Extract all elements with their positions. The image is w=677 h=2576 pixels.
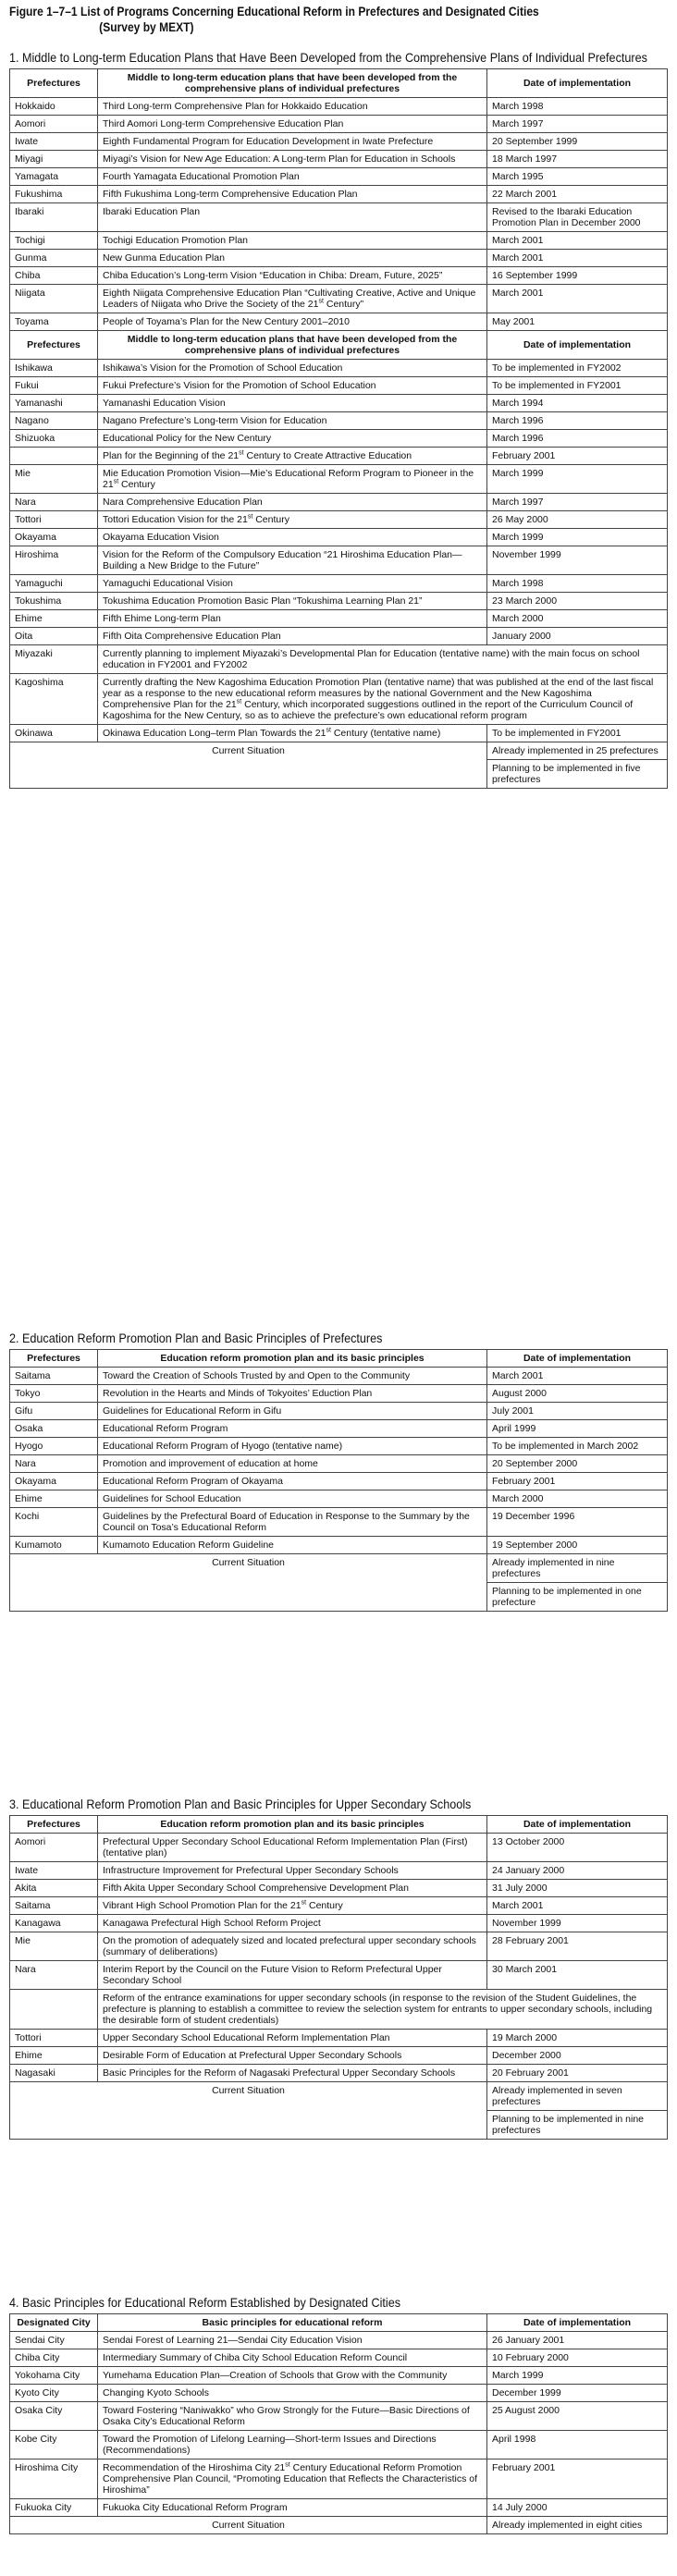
- row-label: Aomori: [10, 1834, 98, 1862]
- column-header: Education reform promotion plan and its basic principles: [98, 1816, 487, 1834]
- column-header: Date of implementation: [487, 1816, 668, 1834]
- table-row: [10, 133, 668, 151]
- row-label: Tokyo: [10, 1385, 98, 1403]
- table-row: [10, 285, 668, 313]
- row-program: Third Long-term Comprehensive Plan for Hokkaido Education: [98, 98, 487, 116]
- row-label: Okayama: [10, 529, 98, 546]
- row-program: Educational Policy for the New Century: [98, 430, 487, 448]
- column-header: Basic principles for educational reform: [98, 2314, 487, 2332]
- row-program: Third Aomori Long-term Comprehensive Education Plan: [98, 116, 487, 133]
- row-date: March 1997: [487, 116, 668, 133]
- row-date: 10 February 2000: [487, 2349, 668, 2367]
- figure-title-line2: (Survey by MEXT): [99, 19, 194, 34]
- row-date: March 1999: [487, 529, 668, 546]
- row-label: Fukuoka City: [10, 2499, 98, 2517]
- row-program: Okinawa Education Long–term Plan Towards the 21st Century (tentative name): [98, 725, 487, 742]
- row-date: Revised to the Ibaraki Education Promotion Plan in December 2000: [487, 203, 668, 232]
- column-header: Education reform promotion plan and its basic principles: [98, 1350, 487, 1368]
- row-label: Ishikawa: [10, 360, 98, 377]
- table-row: [10, 1862, 668, 1880]
- row-program: Reform of the entrance examinations for upper secondary schools (in response to the revision of the Student Guidelines, the prefecture is planning to establish a committee to review the selection system for entrants to upper secondary schools, including the desirable form of student credentials): [98, 1990, 668, 2030]
- row-date: 16 September 1999: [487, 267, 668, 285]
- column-header: Prefectures: [10, 1816, 98, 1834]
- row-label: Yamagata: [10, 168, 98, 186]
- table-row: [10, 2349, 668, 2367]
- section-table: [9, 2313, 668, 2534]
- row-program: Ishikawa’s Vision for the Promotion of School Education: [98, 360, 487, 377]
- row-program: Toward Fostering “Naniwakko” who Grow Strongly for the Future—Basic Directions of Osaka City’s Educational Reform: [98, 2402, 487, 2431]
- row-program: People of Toyama’s Plan for the New Century 2001–2010: [98, 313, 487, 331]
- row-label: Gunma: [10, 250, 98, 267]
- row-label: Mie: [10, 465, 98, 494]
- row-program: Eighth Niigata Comprehensive Education Plan “Cultivating Creative, Active and Unique Leaders of Niigata who Drive the Society of the 21st Century”: [98, 285, 487, 313]
- row-date: 19 December 1996: [487, 1508, 668, 1537]
- row-date: March 2000: [487, 610, 668, 628]
- column-header: Date of implementation: [487, 331, 668, 360]
- table-row: [10, 546, 668, 575]
- current-situation-label: Current Situation: [10, 1554, 487, 1612]
- table-row: [10, 1368, 668, 1385]
- row-label: Okayama: [10, 1473, 98, 1490]
- row-program: Interim Report by the Council on the Future Vision to Reform Prefectural Upper Secondary School: [98, 1961, 487, 1990]
- current-situation-value: Already implemented in nine prefectures: [487, 1554, 668, 1583]
- row-program: Desirable Form of Education at Prefectural Upper Secondary Schools: [98, 2047, 487, 2065]
- row-date: March 2001: [487, 250, 668, 267]
- row-label: Tottori: [10, 2030, 98, 2047]
- row-label: Chiba City: [10, 2349, 98, 2367]
- current-situation-row: [10, 742, 668, 760]
- row-label: Yamanashi: [10, 395, 98, 412]
- row-label: Sendai City: [10, 2332, 98, 2349]
- row-label: Ehime: [10, 610, 98, 628]
- table-row: [10, 1537, 668, 1554]
- row-date: 24 January 2000: [487, 1862, 668, 1880]
- row-label: Kyoto City: [10, 2385, 98, 2402]
- row-date: March 1999: [487, 2367, 668, 2385]
- table-row: [10, 360, 668, 377]
- column-header: Date of implementation: [487, 69, 668, 98]
- row-program: Yumehama Education Plan—Creation of Schools that Grow with the Community: [98, 2367, 487, 2385]
- row-label: Hiroshima City: [10, 2459, 98, 2499]
- table-row: [10, 2431, 668, 2459]
- row-date: November 1999: [487, 1915, 668, 1932]
- table-row: [10, 2047, 668, 2065]
- row-label: Osaka City: [10, 2402, 98, 2431]
- row-date: March 2001: [487, 285, 668, 313]
- section-s1: [9, 50, 677, 789]
- row-program: Vibrant High School Promotion Plan for the 21st Century: [98, 1897, 487, 1915]
- row-date: March 1994: [487, 395, 668, 412]
- row-program: Tochigi Education Promotion Plan: [98, 232, 487, 250]
- row-program: Basic Principles for the Reform of Nagasaki Prefectural Upper Secondary Schools: [98, 2065, 487, 2082]
- column-header: Date of implementation: [487, 2314, 668, 2332]
- row-date: 25 August 2000: [487, 2402, 668, 2431]
- row-program: Tottori Education Vision for the 21st Century: [98, 511, 487, 529]
- row-label: Kanagawa: [10, 1915, 98, 1932]
- row-label: Shizuoka: [10, 430, 98, 448]
- table-row: [10, 2030, 668, 2047]
- row-program: Intermediary Summary of Chiba City School Education Reform Council: [98, 2349, 487, 2367]
- row-program: Prefectural Upper Secondary School Educational Reform Implementation Plan (First) (tentative plan): [98, 1834, 487, 1862]
- table-row: [10, 1961, 668, 1990]
- column-header: Designated City: [10, 2314, 98, 2332]
- table-row: [10, 645, 668, 674]
- row-label: Toyama: [10, 313, 98, 331]
- row-label: Fukui: [10, 377, 98, 395]
- row-label: Tochigi: [10, 232, 98, 250]
- row-date: March 2001: [487, 232, 668, 250]
- row-date: March 2001: [487, 1897, 668, 1915]
- table-row: [10, 1915, 668, 1932]
- current-situation-row: [10, 1554, 668, 1583]
- table-row: [10, 232, 668, 250]
- row-program: Nagano Prefecture’s Long-term Vision for Education: [98, 412, 487, 430]
- row-date: December 2000: [487, 2047, 668, 2065]
- row-date: 20 February 2001: [487, 2065, 668, 2082]
- row-program: On the promotion of adequately sized and located prefectural upper secondary schools (summary of deliberations): [98, 1932, 487, 1961]
- table-row: [10, 2385, 668, 2402]
- row-date: To be implemented in FY2002: [487, 360, 668, 377]
- table-row: [10, 465, 668, 494]
- row-date: March 1996: [487, 430, 668, 448]
- row-label: Iwate: [10, 1862, 98, 1880]
- row-date: March 1998: [487, 575, 668, 593]
- table-row: [10, 1880, 668, 1897]
- table-row: [10, 725, 668, 742]
- row-label: Kumamoto: [10, 1537, 98, 1554]
- table-row: [10, 2459, 668, 2499]
- row-program: Fifth Ehime Long-term Plan: [98, 610, 487, 628]
- row-date: 14 July 2000: [487, 2499, 668, 2517]
- row-date: November 1999: [487, 546, 668, 575]
- table-row: [10, 1834, 668, 1862]
- row-label: Niigata: [10, 285, 98, 313]
- row-date: March 1998: [487, 98, 668, 116]
- row-program: Okayama Education Vision: [98, 529, 487, 546]
- row-label: Saitama: [10, 1368, 98, 1385]
- row-date: February 2001: [487, 2459, 668, 2499]
- header-row: [10, 2314, 668, 2332]
- column-header: Date of implementation: [487, 1350, 668, 1368]
- table-row: [10, 1490, 668, 1508]
- row-label: Ehime: [10, 2047, 98, 2065]
- row-label: Akita: [10, 1880, 98, 1897]
- row-program: Sendai Forest of Learning 21—Sendai City Education Vision: [98, 2332, 487, 2349]
- row-program: Guidelines by the Prefectural Board of Education in Response to the Summary by the Council on Tosa’s Educational Reform: [98, 1508, 487, 1537]
- table-row: [10, 1385, 668, 1403]
- table-row: [10, 494, 668, 511]
- table-row: [10, 1403, 668, 1420]
- column-header: Prefectures: [10, 69, 98, 98]
- section-table: [9, 1815, 668, 2140]
- row-program: Fukuoka City Educational Reform Program: [98, 2499, 487, 2517]
- row-date: 19 March 2000: [487, 2030, 668, 2047]
- table-row: [10, 377, 668, 395]
- table-row: [10, 1455, 668, 1473]
- table-row: [10, 674, 668, 725]
- table-row: [10, 575, 668, 593]
- row-date: 26 May 2000: [487, 511, 668, 529]
- table-row: [10, 250, 668, 267]
- row-program: Toward the Promotion of Lifelong Learning—Short-term Issues and Directions (Recommendations): [98, 2431, 487, 2459]
- row-date: 19 September 2000: [487, 1537, 668, 1554]
- row-label: Ehime: [10, 1490, 98, 1508]
- table-row: [10, 448, 668, 465]
- row-date: To be implemented in March 2002: [487, 1438, 668, 1455]
- section-table: [9, 1349, 668, 1612]
- row-program: Mie Education Promotion Vision—Mie’s Educational Reform Program to Pioneer in the 21st Century: [98, 465, 487, 494]
- row-program: Currently drafting the New Kagoshima Education Promotion Plan (tentative name) that was published at the end of the last fiscal year as a response to the new educational reform measures by the national Government and the New Kagoshima Comprehensive Plan for the 21st Century, which incorporated suggestions outlined in the report of the Curriculum Council of Kagoshima for the New Century, so as to achieve the prefecture’s own educational reform program: [98, 674, 668, 725]
- current-situation-label: Current Situation: [10, 2517, 487, 2534]
- row-date: April 1998: [487, 2431, 668, 2459]
- row-program: Revolution in the Hearts and Minds of Tokyoites’ Eduction Plan: [98, 1385, 487, 1403]
- header-row: [10, 331, 668, 360]
- row-program: Fifth Akita Upper Secondary School Comprehensive Development Plan: [98, 1880, 487, 1897]
- row-program: Infrastructure Improvement for Prefectural Upper Secondary Schools: [98, 1862, 487, 1880]
- current-situation-value: Already implemented in seven prefectures: [487, 2082, 668, 2111]
- row-program: Promotion and improvement of education at home: [98, 1455, 487, 1473]
- row-label: Hokkaido: [10, 98, 98, 116]
- table-row: [10, 1990, 668, 2030]
- section-table: [9, 68, 668, 789]
- row-date: July 2001: [487, 1403, 668, 1420]
- table-row: [10, 1508, 668, 1537]
- row-program: Fifth Fukushima Long-term Comprehensive Education Plan: [98, 186, 487, 203]
- row-label: Hyogo: [10, 1438, 98, 1455]
- table-row: [10, 168, 668, 186]
- table-row: [10, 151, 668, 168]
- section-s3: [9, 1797, 668, 2140]
- row-label: Nara: [10, 494, 98, 511]
- row-label: Miyagi: [10, 151, 98, 168]
- row-label: Nagano: [10, 412, 98, 430]
- table-row: [10, 267, 668, 285]
- row-program: Guidelines for Educational Reform in Gifu: [98, 1403, 487, 1420]
- row-label: Ibaraki: [10, 203, 98, 232]
- table-row: [10, 529, 668, 546]
- table-row: [10, 1897, 668, 1915]
- current-situation-value: Already implemented in eight cities: [487, 2517, 668, 2534]
- row-label: Iwate: [10, 133, 98, 151]
- row-label: Tokushima: [10, 593, 98, 610]
- section-title: 4. Basic Principles for Educational Reform Established by Designated Cities: [9, 2295, 401, 2310]
- row-program: Nara Comprehensive Education Plan: [98, 494, 487, 511]
- table-row: [10, 412, 668, 430]
- row-date: March 1996: [487, 412, 668, 430]
- row-program: Guidelines for School Education: [98, 1490, 487, 1508]
- header-row: [10, 1816, 668, 1834]
- row-program: Eighth Fundamental Program for Education Development in Iwate Prefecture: [98, 133, 487, 151]
- row-label: Oita: [10, 628, 98, 645]
- section-s2: [9, 1331, 668, 1612]
- row-program: New Gunma Education Plan: [98, 250, 487, 267]
- row-date: 28 February 2001: [487, 1932, 668, 1961]
- row-program: Upper Secondary School Educational Reform Implementation Plan: [98, 2030, 487, 2047]
- row-program: Plan for the Beginning of the 21st Century to Create Attractive Education: [98, 448, 487, 465]
- table-row: [10, 593, 668, 610]
- row-date: To be implemented in FY2001: [487, 725, 668, 742]
- current-situation-value: Planning to be implemented in five prefectures: [487, 760, 668, 789]
- table-row: [10, 1932, 668, 1961]
- table-row: [10, 610, 668, 628]
- table-row: [10, 186, 668, 203]
- row-date: March 1995: [487, 168, 668, 186]
- row-program: Fukui Prefecture’s Vision for the Promotion of School Education: [98, 377, 487, 395]
- figure-title-line1: Figure 1–7–1 List of Programs Concerning Educational Reform in Prefectures and Designated Cities: [9, 4, 539, 18]
- column-header: Middle to long-term education plans that have been developed from the comprehensive plans of individual prefectures: [98, 331, 487, 360]
- row-label: Kochi: [10, 1508, 98, 1537]
- column-header: Prefectures: [10, 331, 98, 360]
- table-row: [10, 1438, 668, 1455]
- row-program: Changing Kyoto Schools: [98, 2385, 487, 2402]
- row-date: To be implemented in FY2001: [487, 377, 668, 395]
- table-row: [10, 116, 668, 133]
- row-date: 22 March 2001: [487, 186, 668, 203]
- row-label: Tottori: [10, 511, 98, 529]
- row-label: Aomori: [10, 116, 98, 133]
- header-row: [10, 1350, 668, 1368]
- section-title: 3. Educational Reform Promotion Plan and Basic Principles for Upper Secondary Schools: [9, 1797, 472, 1811]
- table-row: [10, 395, 668, 412]
- table-row: [10, 2499, 668, 2517]
- column-header: Prefectures: [10, 1350, 98, 1368]
- row-date: 18 March 1997: [487, 151, 668, 168]
- row-label: [10, 448, 98, 465]
- row-label: Nara: [10, 1961, 98, 1990]
- column-header: Middle to long-term education plans that have been developed from the comprehensive plans of individual prefectures: [98, 69, 487, 98]
- row-program: Currently planning to implement Miyazaki’s Developmental Plan for Education (tentative name) with the main focus on school education in FY2001 and FY2002: [98, 645, 668, 674]
- header-row: [10, 69, 668, 98]
- current-situation-label: Current Situation: [10, 742, 487, 789]
- row-label: Yokohama City: [10, 2367, 98, 2385]
- figure-title: [9, 4, 575, 35]
- row-label: Miyazaki: [10, 645, 98, 674]
- row-date: 23 March 2000: [487, 593, 668, 610]
- row-label: Kobe City: [10, 2431, 98, 2459]
- row-label: Nara: [10, 1455, 98, 1473]
- current-situation-value: Already implemented in 25 prefectures: [487, 742, 668, 760]
- current-situation-row: [10, 2517, 668, 2534]
- table-row: [10, 98, 668, 116]
- row-label: Yamaguchi: [10, 575, 98, 593]
- row-program: Recommendation of the Hiroshima City 21st Century Educational Reform Promotion Comprehensive Plan Council, “Promoting Education that Reflects the Characteristics of Hiroshima”: [98, 2459, 487, 2499]
- current-situation-value: Planning to be implemented in nine prefectures: [487, 2111, 668, 2140]
- row-program: Vision for the Reform of the Compulsory Education “21 Hiroshima Education Plan—Building a New Bridge to the Future”: [98, 546, 487, 575]
- row-label: Okinawa: [10, 725, 98, 742]
- row-label: Fukushima: [10, 186, 98, 203]
- row-date: August 2000: [487, 1385, 668, 1403]
- table-row: [10, 628, 668, 645]
- row-program: Educational Reform Program of Hyogo (tentative name): [98, 1438, 487, 1455]
- table-row: [10, 2332, 668, 2349]
- row-label: Hiroshima: [10, 546, 98, 575]
- current-situation-label: Current Situation: [10, 2082, 487, 2140]
- row-date: 30 March 2001: [487, 1961, 668, 1990]
- row-date: March 2001: [487, 1368, 668, 1385]
- row-date: 13 October 2000: [487, 1834, 668, 1862]
- row-program: Miyagi’s Vision for New Age Education: A Long-term Plan for Education in Schools: [98, 151, 487, 168]
- row-label: Kagoshima: [10, 674, 98, 725]
- row-program: Toward the Creation of Schools Trusted by and Open to the Community: [98, 1368, 487, 1385]
- table-row: [10, 313, 668, 331]
- row-label: Saitama: [10, 1897, 98, 1915]
- row-program: Kanagawa Prefectural High School Reform Project: [98, 1915, 487, 1932]
- row-program: Yamanashi Education Vision: [98, 395, 487, 412]
- row-label: [10, 1990, 98, 2030]
- row-program: Yamaguchi Educational Vision: [98, 575, 487, 593]
- row-program: Kumamoto Education Reform Guideline: [98, 1537, 487, 1554]
- table-row: [10, 2065, 668, 2082]
- row-label: Chiba: [10, 267, 98, 285]
- row-date: January 2000: [487, 628, 668, 645]
- table-row: [10, 2402, 668, 2431]
- row-program: Fourth Yamagata Educational Promotion Plan: [98, 168, 487, 186]
- row-label: Mie: [10, 1932, 98, 1961]
- table-row: [10, 1473, 668, 1490]
- row-program: Educational Reform Program: [98, 1420, 487, 1438]
- current-situation-row: [10, 2082, 668, 2111]
- table-row: [10, 203, 668, 232]
- section-s4: [9, 2295, 668, 2534]
- row-date: February 2001: [487, 1473, 668, 1490]
- row-label: Gifu: [10, 1403, 98, 1420]
- section-title: 2. Education Reform Promotion Plan and Basic Principles of Prefectures: [9, 1331, 383, 1345]
- section-title: 1. Middle to Long-term Education Plans that Have Been Developed from the Comprehensive Plans of Individual Prefectures: [9, 50, 647, 65]
- row-program: Ibaraki Education Plan: [98, 203, 487, 232]
- row-date: May 2001: [487, 313, 668, 331]
- row-date: April 1999: [487, 1420, 668, 1438]
- row-label: Osaka: [10, 1420, 98, 1438]
- row-program: Chiba Education’s Long-term Vision “Education in Chiba: Dream, Future, 2025”: [98, 267, 487, 285]
- row-date: February 2001: [487, 448, 668, 465]
- table-row: [10, 2367, 668, 2385]
- table-row: [10, 1420, 668, 1438]
- row-program: Fifth Oita Comprehensive Education Plan: [98, 628, 487, 645]
- current-situation-value: Planning to be implemented in one prefecture: [487, 1583, 668, 1612]
- row-date: 20 September 2000: [487, 1455, 668, 1473]
- table-row: [10, 430, 668, 448]
- row-program: Tokushima Education Promotion Basic Plan “Tokushima Learning Plan 21”: [98, 593, 487, 610]
- row-date: 20 September 1999: [487, 133, 668, 151]
- row-date: March 1997: [487, 494, 668, 511]
- row-date: 26 January 2001: [487, 2332, 668, 2349]
- row-program: Educational Reform Program of Okayama: [98, 1473, 487, 1490]
- row-date: 31 July 2000: [487, 1880, 668, 1897]
- table-row: [10, 511, 668, 529]
- row-date: March 2000: [487, 1490, 668, 1508]
- row-date: December 1999: [487, 2385, 668, 2402]
- row-label: Nagasaki: [10, 2065, 98, 2082]
- row-date: March 1999: [487, 465, 668, 494]
